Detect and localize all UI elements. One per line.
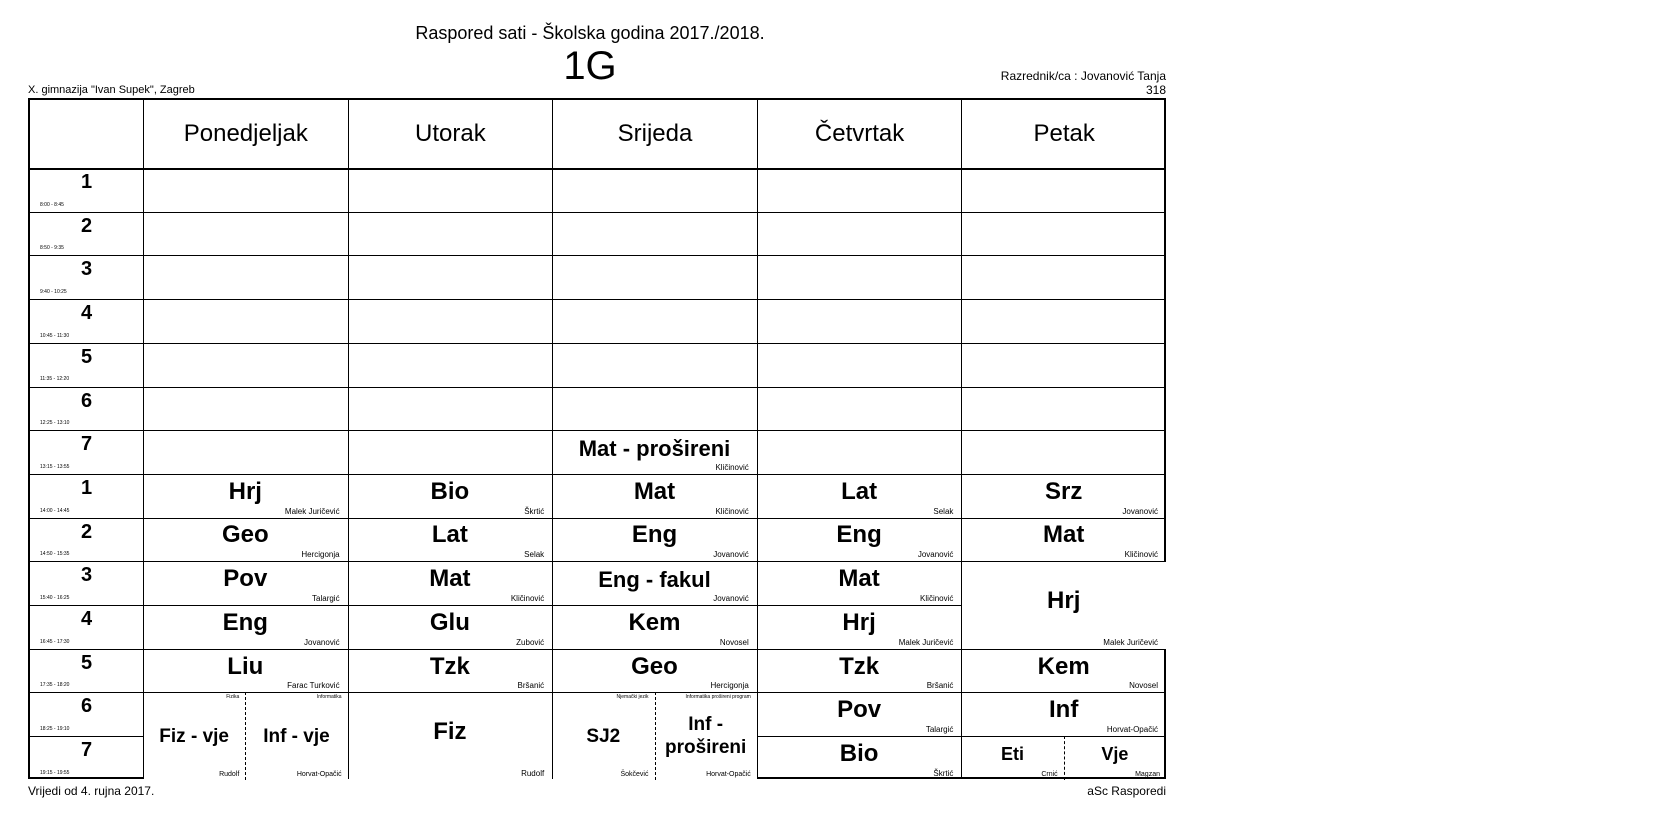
period-time: 19:15 - 19:55: [40, 769, 70, 776]
period-cell: [30, 561, 143, 605]
period-cell: [30, 299, 143, 343]
lesson-subject: Eng: [836, 521, 882, 549]
lesson-subject: SJ2: [586, 725, 621, 747]
period-time: 18:25 - 19:10: [40, 726, 70, 733]
lesson-teacher: Bršanić: [517, 681, 545, 691]
lesson-subject: Mat - prošireni: [578, 435, 731, 461]
valid-from: Vrijedi od 4. rujna 2017.: [28, 784, 155, 798]
row-divider: [30, 255, 1164, 256]
day-header-4: Petak: [961, 100, 1166, 168]
period-cell: [30, 255, 143, 299]
period-number: 2: [80, 520, 93, 543]
lesson-cell[interactable]: [143, 518, 348, 562]
lesson-group-cell[interactable]: [245, 692, 347, 779]
lesson-subject: Bio: [430, 477, 470, 505]
lesson-cell[interactable]: [348, 518, 553, 562]
lesson-subject: Mat: [429, 565, 471, 593]
period-cell: [30, 387, 143, 431]
lesson-teacher: Škrtić: [933, 768, 954, 778]
lesson-group-cell[interactable]: [1064, 736, 1166, 780]
lesson-cell[interactable]: [552, 649, 757, 693]
lesson-teacher: Jovanović: [304, 637, 340, 647]
lesson-subject: Vje: [1101, 743, 1129, 764]
lesson-subject: Liu: [227, 652, 264, 680]
lesson-subject: Fiz: [433, 718, 467, 746]
period-time: 15:40 - 16:25: [40, 594, 70, 601]
row-divider: [30, 299, 1164, 300]
lesson-teacher: Horvat-Opačić: [296, 770, 342, 778]
lesson-cell[interactable]: [961, 474, 1166, 518]
period-number: 7: [80, 433, 93, 456]
lesson-teacher: Magzan: [1135, 770, 1160, 778]
period-cell: [30, 605, 143, 649]
period-time: 8:00 - 8:45: [40, 201, 64, 208]
period-cell: [30, 649, 143, 693]
lesson-teacher: Hercigonja: [301, 550, 340, 560]
lesson-subject: Geo: [221, 521, 269, 549]
period-cell: [30, 736, 143, 780]
lesson-cell[interactable]: [552, 561, 757, 605]
lesson-teacher: Crnić: [1041, 770, 1058, 778]
class-name: 1G: [563, 44, 617, 88]
lesson-teacher: Malek Juričević: [284, 506, 340, 516]
day-header-2: Srijeda: [552, 100, 757, 168]
lesson-subject: Inf: [1049, 696, 1079, 724]
lesson-cell[interactable]: [757, 474, 962, 518]
lesson-teacher: Malek Juričević: [898, 637, 954, 647]
lesson-group-cell[interactable]: [552, 692, 654, 779]
period-number: 6: [80, 389, 93, 412]
lesson-subject: Mat: [838, 565, 880, 593]
day-header-3: Četvrtak: [757, 100, 962, 168]
lesson-cell[interactable]: [143, 561, 348, 605]
lesson-group: Njemački jezik: [616, 694, 649, 701]
lesson-subject: Lat: [841, 477, 878, 505]
lesson-teacher: Jovanović: [1122, 506, 1158, 516]
lesson-teacher: Selak: [933, 506, 954, 516]
lesson-cell[interactable]: [348, 605, 553, 649]
period-number: 4: [80, 608, 93, 630]
class-teacher: Razrednik/ca : Jovanović Tanja: [1000, 69, 1166, 83]
period-cell: [30, 168, 143, 212]
lesson-subject: Pov: [837, 696, 882, 724]
period-cell: [30, 474, 143, 518]
lesson-cell[interactable]: [757, 649, 962, 693]
period-cell: [30, 430, 143, 474]
lesson-subject: Tzk: [429, 652, 470, 680]
lesson-cell[interactable]: [143, 649, 348, 693]
period-cell: [30, 212, 143, 256]
period-time: 12:25 - 13:10: [40, 420, 70, 427]
lesson-subject: Inf - prošireni: [664, 714, 747, 759]
lesson-cell[interactable]: [961, 649, 1166, 693]
period-number: 3: [80, 564, 93, 587]
lesson-cell[interactable]: [348, 692, 553, 779]
lesson-cell[interactable]: [143, 474, 348, 518]
period-number: 2: [80, 214, 93, 237]
lesson-subject: Inf - vje: [263, 725, 330, 747]
lesson-subject: Glu: [429, 608, 470, 636]
lesson-group: Informatika: [316, 694, 342, 701]
lesson-cell[interactable]: [348, 561, 553, 605]
lesson-subject: Kem: [1037, 652, 1090, 680]
lesson-teacher: Rudolf: [219, 770, 240, 778]
lesson-cell[interactable]: [961, 518, 1166, 562]
period-time: 14:00 - 14:45: [40, 507, 70, 514]
lesson-cell[interactable]: [143, 605, 348, 649]
lesson-subject: Kem: [628, 608, 681, 636]
lesson-teacher: Jovanović: [713, 550, 749, 560]
lesson-subject: Hrj: [1047, 586, 1081, 614]
timetable-grid: [28, 98, 1166, 779]
lesson-teacher: Hercigonja: [710, 681, 749, 691]
lesson-cell[interactable]: [552, 518, 757, 562]
lesson-subject: Eng - fakul: [598, 566, 711, 592]
lesson-teacher: Zubović: [516, 637, 545, 647]
lesson-subject: Fiz - vje: [159, 725, 229, 747]
period-time: 17:35 - 18:20: [40, 682, 70, 689]
period-number: 1: [80, 171, 93, 193]
lesson-subject: Eti: [1001, 743, 1025, 764]
row-divider: [30, 212, 1164, 213]
lesson-teacher: Novosel: [719, 637, 749, 647]
school-name: X. gimnazija "Ivan Supek", Zagreb: [28, 84, 195, 96]
period-time: 8:50 - 9:35: [40, 245, 64, 252]
period-number: 1: [80, 476, 93, 499]
lesson-subject: Eng: [631, 521, 678, 549]
lesson-teacher: Rudolf: [521, 768, 545, 778]
period-cell: [30, 343, 143, 387]
row-divider: [30, 387, 1164, 388]
lesson-subject: Hrj: [228, 477, 262, 505]
lesson-group: Informatika prošireni program: [685, 694, 751, 701]
period-time: 13:15 - 13:55: [40, 463, 70, 470]
lesson-teacher: Horvat-Opačić: [706, 770, 751, 778]
software-credit: aSc Rasporedi: [1087, 784, 1166, 798]
lesson-teacher: Talargić: [312, 593, 340, 603]
room-number: 318: [1145, 83, 1166, 97]
lesson-group: Fizika: [226, 694, 240, 701]
period-number: 3: [80, 258, 93, 281]
lesson-subject: Eng: [222, 608, 268, 636]
lesson-teacher: Malek Juričević: [1103, 637, 1158, 647]
period-time: 10:45 - 11:30: [40, 332, 70, 339]
lesson-cell[interactable]: [552, 430, 757, 474]
lesson-group-cell[interactable]: [655, 692, 757, 779]
header-divider: [30, 168, 1164, 170]
lesson-cell[interactable]: [757, 605, 962, 649]
lesson-teacher: Bršanić: [926, 681, 954, 691]
lesson-teacher: Farac Turković: [287, 681, 340, 691]
lesson-group-cell[interactable]: [961, 736, 1063, 780]
lesson-teacher: Jovanović: [713, 593, 749, 603]
lesson-cell[interactable]: [961, 561, 1166, 648]
lesson-teacher: Kličinović: [715, 506, 749, 516]
lesson-teacher: Kličinović: [1124, 550, 1158, 560]
lesson-subject: Bio: [839, 739, 879, 767]
period-number: 6: [80, 695, 93, 718]
lesson-cell[interactable]: [348, 474, 553, 518]
period-time: 9:40 - 10:25: [40, 289, 67, 296]
lesson-teacher: Šokčević: [620, 770, 649, 778]
lesson-cell[interactable]: [757, 736, 962, 780]
lesson-subject: Srz: [1045, 477, 1083, 505]
lesson-subject: Pov: [223, 565, 268, 593]
timetable-title: Raspored sati - Školska godina 2017./2018.: [415, 23, 765, 43]
lesson-subject: Tzk: [839, 652, 880, 680]
lesson-teacher: Horvat-Opačić: [1106, 725, 1158, 735]
lesson-teacher: Kličinović: [510, 593, 545, 603]
lesson-subject: Mat: [633, 477, 676, 505]
lesson-cell[interactable]: [348, 649, 553, 693]
period-number: 4: [80, 302, 93, 325]
period-cell: [30, 518, 143, 562]
lesson-teacher: Kličinović: [715, 462, 749, 472]
lesson-group-cell[interactable]: [143, 692, 245, 779]
period-number: 5: [80, 651, 93, 674]
row-divider: [30, 343, 1164, 344]
lesson-subject: Hrj: [842, 608, 876, 636]
lesson-cell[interactable]: [961, 692, 1166, 736]
lesson-cell[interactable]: [757, 518, 962, 562]
period-number: 7: [80, 739, 93, 762]
lesson-teacher: Kličinović: [920, 593, 954, 603]
period-cell: [30, 692, 143, 736]
lesson-teacher: Novosel: [1129, 681, 1158, 691]
lesson-teacher: Talargić: [925, 725, 954, 735]
lesson-teacher: Selak: [524, 550, 545, 560]
lesson-subject: Mat: [1043, 521, 1085, 549]
lesson-subject: Lat: [431, 521, 468, 549]
period-time: 16:45 - 17:30: [40, 638, 70, 645]
period-time: 14:50 - 15:35: [40, 551, 70, 558]
lesson-teacher: Jovanović: [917, 550, 954, 560]
lesson-subject: Geo: [631, 652, 678, 680]
period-number: 5: [80, 345, 93, 368]
lesson-teacher: Škrtić: [524, 506, 545, 516]
lesson-cell[interactable]: [757, 561, 962, 605]
day-header-0: Ponedjeljak: [143, 100, 348, 168]
day-header-1: Utorak: [348, 100, 553, 168]
lesson-cell[interactable]: [552, 605, 757, 649]
period-time: 11:35 - 12:20: [40, 376, 70, 383]
lesson-cell[interactable]: [757, 692, 962, 736]
lesson-cell[interactable]: [552, 474, 757, 518]
